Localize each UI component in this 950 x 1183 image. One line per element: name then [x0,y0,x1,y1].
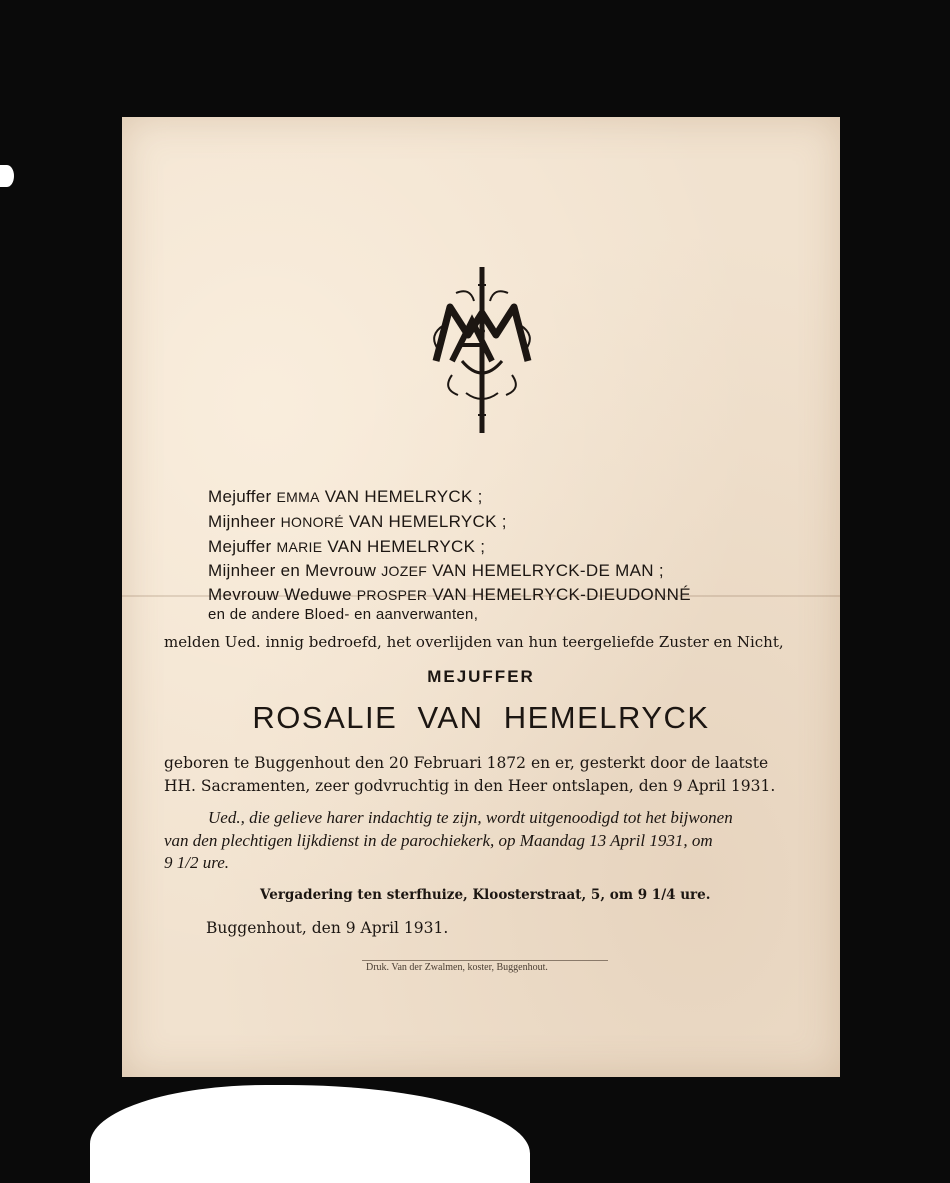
memorial-card [122,117,840,1077]
announcement-line: melden Ued. innig bedroefd, het overlijden van hun teergeliefde Zuster en Nicht, [164,633,784,651]
place-date-line: Buggenhout, den 9 April 1931. [206,919,449,937]
birth-line: geboren te Buggenhout den 20 Februari 1872 en er, gesterkt door de laatste [164,754,769,772]
family-line: Mejuffer EMMA VAN HEMELRYCK ; [208,487,483,506]
relatives-line: en de andere Bloed- en aanverwanten, [208,606,479,623]
invitation-line: Ued., die gelieve harer indachtig te zijn, wordt uitgenoodigd tot het bijwonen [208,808,733,827]
invitation-line: 9 1/2 ure. [164,853,230,872]
invitation-line: van den plechtigen lijkdienst in de parochiekerk, op Maandag 13 April 1931, om [164,831,713,850]
family-line: Mevrouw Weduwe PROSPER VAN HEMELRYCK-DIEUDONNÉ [208,585,691,604]
torn-edge [0,165,14,187]
am-monogram-cross-icon [422,265,542,435]
printer-credit: Druk. Van der Zwalmen, koster, Buggenhout. [366,962,548,973]
printer-rule [362,960,608,961]
gathering-line: Vergadering ten sterfhuize, Kloosterstraat, 5, om 9 1/4 ure. [260,887,711,903]
birth-line: HH. Sacramenten, zeer godvruchtig in den Heer ontslapen, den 9 April 1931. [164,777,776,795]
deceased-title: MEJUFFER [427,667,535,686]
torn-edge [150,1105,410,1183]
deceased-name: ROSALIE VAN HEMELRYCK [252,700,710,735]
family-line: Mijnheer en Mevrouw JOZEF VAN HEMELRYCK-DE MAN ; [208,561,664,580]
family-line: Mijnheer HONORÉ VAN HEMELRYCK ; [208,512,507,531]
family-line: Mejuffer MARIE VAN HEMELRYCK ; [208,537,486,556]
